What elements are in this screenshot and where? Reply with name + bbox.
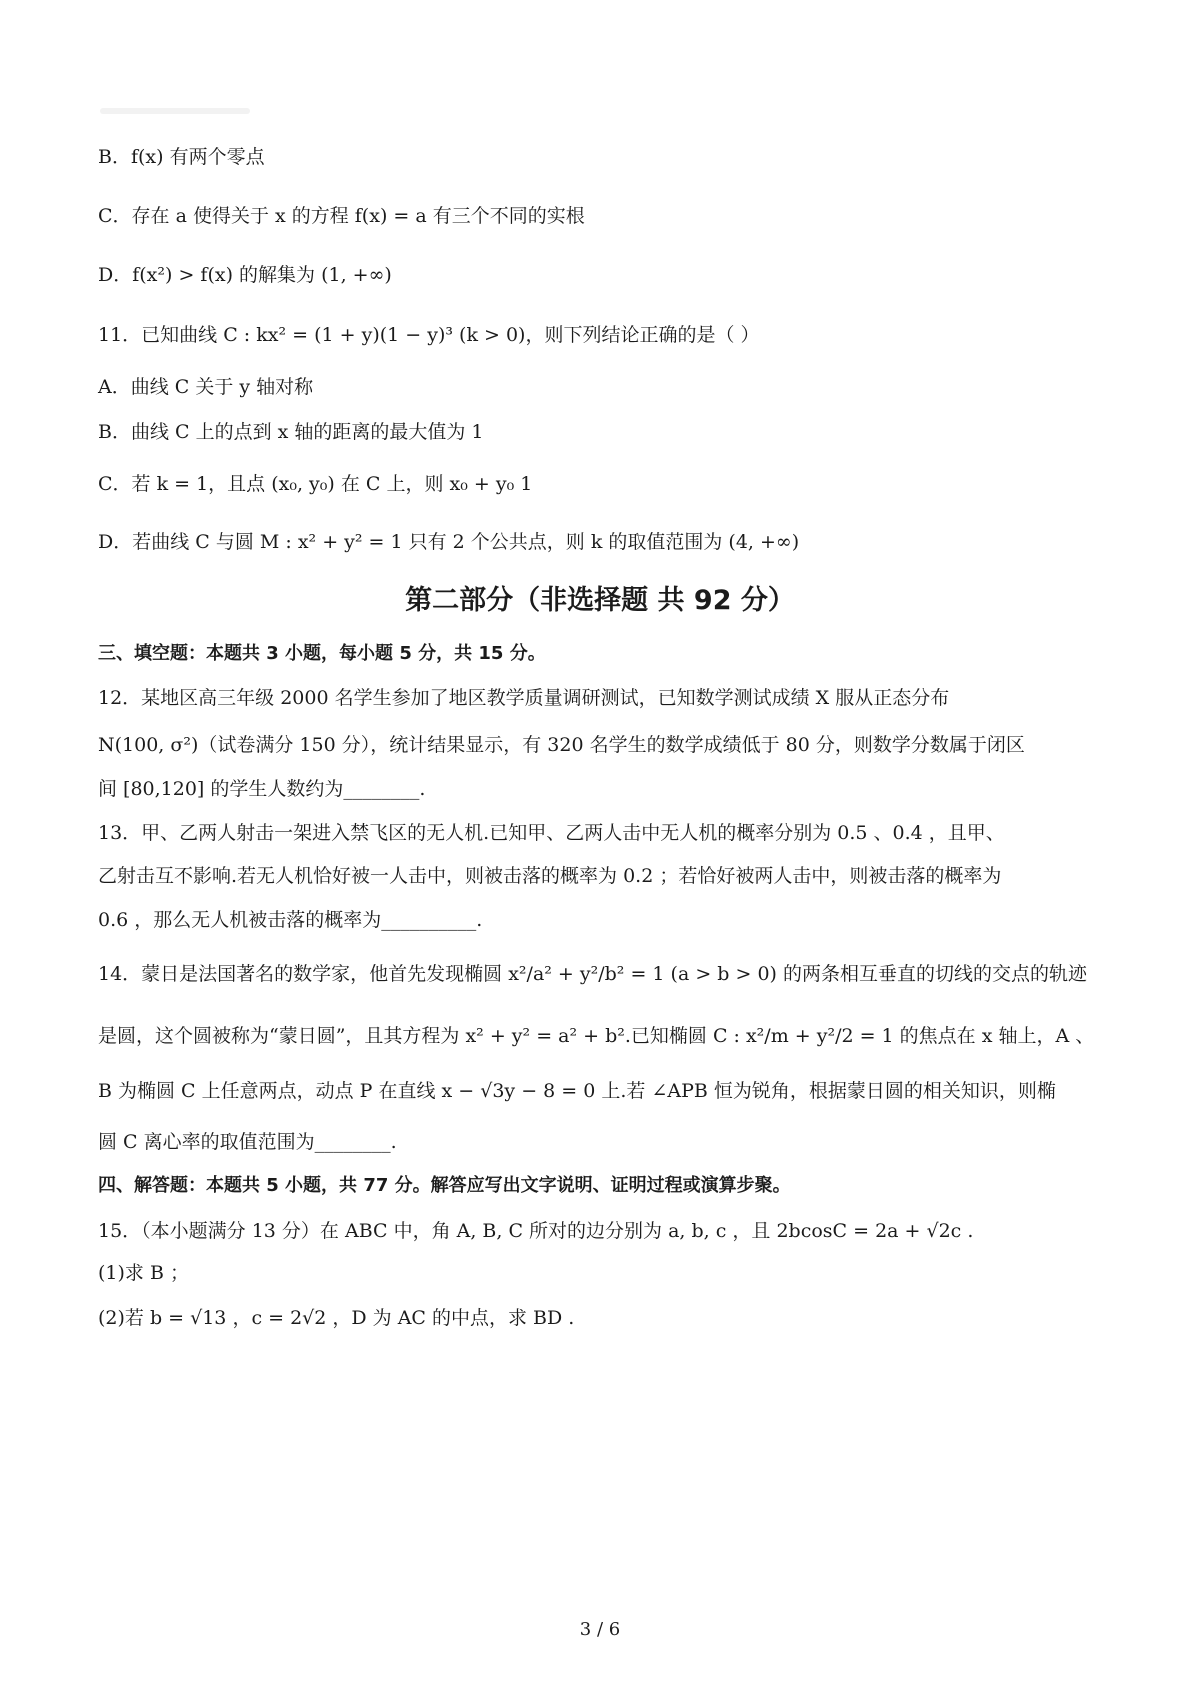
q15-part-1: (1)求 B ； — [98, 1262, 189, 1284]
q12-line-3: 间 [80,120] 的学生人数约为________. — [98, 778, 426, 800]
q11-option-b: B．曲线 C 上的点到 x 轴的距离的最大值为 1 — [98, 421, 484, 443]
scan-artifact — [100, 108, 250, 114]
q14-line-1: 14．蒙日是法国著名的数学家，他首先发现椭圆 x²/a² + y²/b² = 1 (a > b > 0) 的两条相互垂直的切线的交点的轨迹 — [98, 963, 1087, 985]
q13-line-3: 0.6 ，那么无人机被击落的概率为__________. — [98, 909, 483, 931]
q13-line-1: 13．甲、乙两人射击一架进入禁飞区的无人机.已知甲、乙两人击中无人机的概率分别为 0.5 、0.4 ，且甲、 — [98, 822, 1005, 844]
q11-option-a: A．曲线 C 关于 y 轴对称 — [98, 376, 314, 398]
fill-in-header: 三、填空题：本题共 3 小题，每小题 5 分，共 15 分。 — [98, 643, 546, 664]
q13-line-2: 乙射击互不影响.若无人机恰好被一人击中，则被击落的概率为 0.2 ；若恰好被两人击中，则被击落的概率为 — [98, 865, 1002, 887]
q15-part-2: (2)若 b = √13 ，c = 2√2 ，D 为 AC 的中点，求 BD . — [98, 1307, 575, 1329]
q15-line-1: 15．（本小题满分 13 分）在 ABC 中，角 A, B, C 所对的边分别为 a, b, c ，且 2bcosC = 2a + √2c . — [98, 1220, 974, 1242]
q11-option-d: D．若曲线 C 与圆 M : x² + y² = 1 只有 2 个公共点，则 k 的取值范围为 (4, +∞) — [98, 531, 800, 553]
part2-title: 第二部分（非选择题 共 92 分） — [405, 585, 795, 616]
q14-line-4: 圆 C 离心率的取值范围为________. — [98, 1131, 397, 1153]
q10-option-b: B．f(x) 有两个零点 — [98, 146, 265, 168]
q10-option-d: D．f(x²) > f(x) 的解集为 (1, +∞) — [98, 264, 392, 286]
q12-line-1: 12．某地区高三年级 2000 名学生参加了地区教学质量调研测试，已知数学测试成绩 X 服从正态分布 — [98, 687, 950, 709]
q14-line-3: B 为椭圆 C 上任意两点，动点 P 在直线 x − √3y − 8 = 0 上.若 ∠APB 恒为锐角，根据蒙日圆的相关知识，则椭 — [98, 1080, 1056, 1102]
answer-header: 四、解答题：本题共 5 小题，共 77 分。解答应写出文字说明、证明过程或演算步聚。 — [98, 1175, 791, 1196]
q14-line-2: 是圆，这个圆被称为“蒙日圆”，且其方程为 x² + y² = a² + b².已知椭圆 C : x²/m + y²/2 = 1 的焦点在 x 轴上，A 、 — [98, 1025, 1095, 1047]
q11-option-c: C．若 k = 1，且点 (x₀, y₀) 在 C 上，则 x₀ + y₀ 1 — [98, 473, 533, 495]
q10-option-c: C．存在 a 使得关于 x 的方程 f(x) = a 有三个不同的实根 — [98, 205, 585, 227]
q12-line-2: N(100, σ²)（试卷满分 150 分），统计结果显示，有 320 名学生的数学成绩低于 80 分，则数学分数属于闭区 — [98, 734, 1025, 756]
page-number: 3 / 6 — [579, 1619, 621, 1640]
q11-stem: 11．已知曲线 C : kx² = (1 + y)(1 − y)³ (k > 0)，则下列结论正确的是（ ） — [98, 324, 760, 346]
